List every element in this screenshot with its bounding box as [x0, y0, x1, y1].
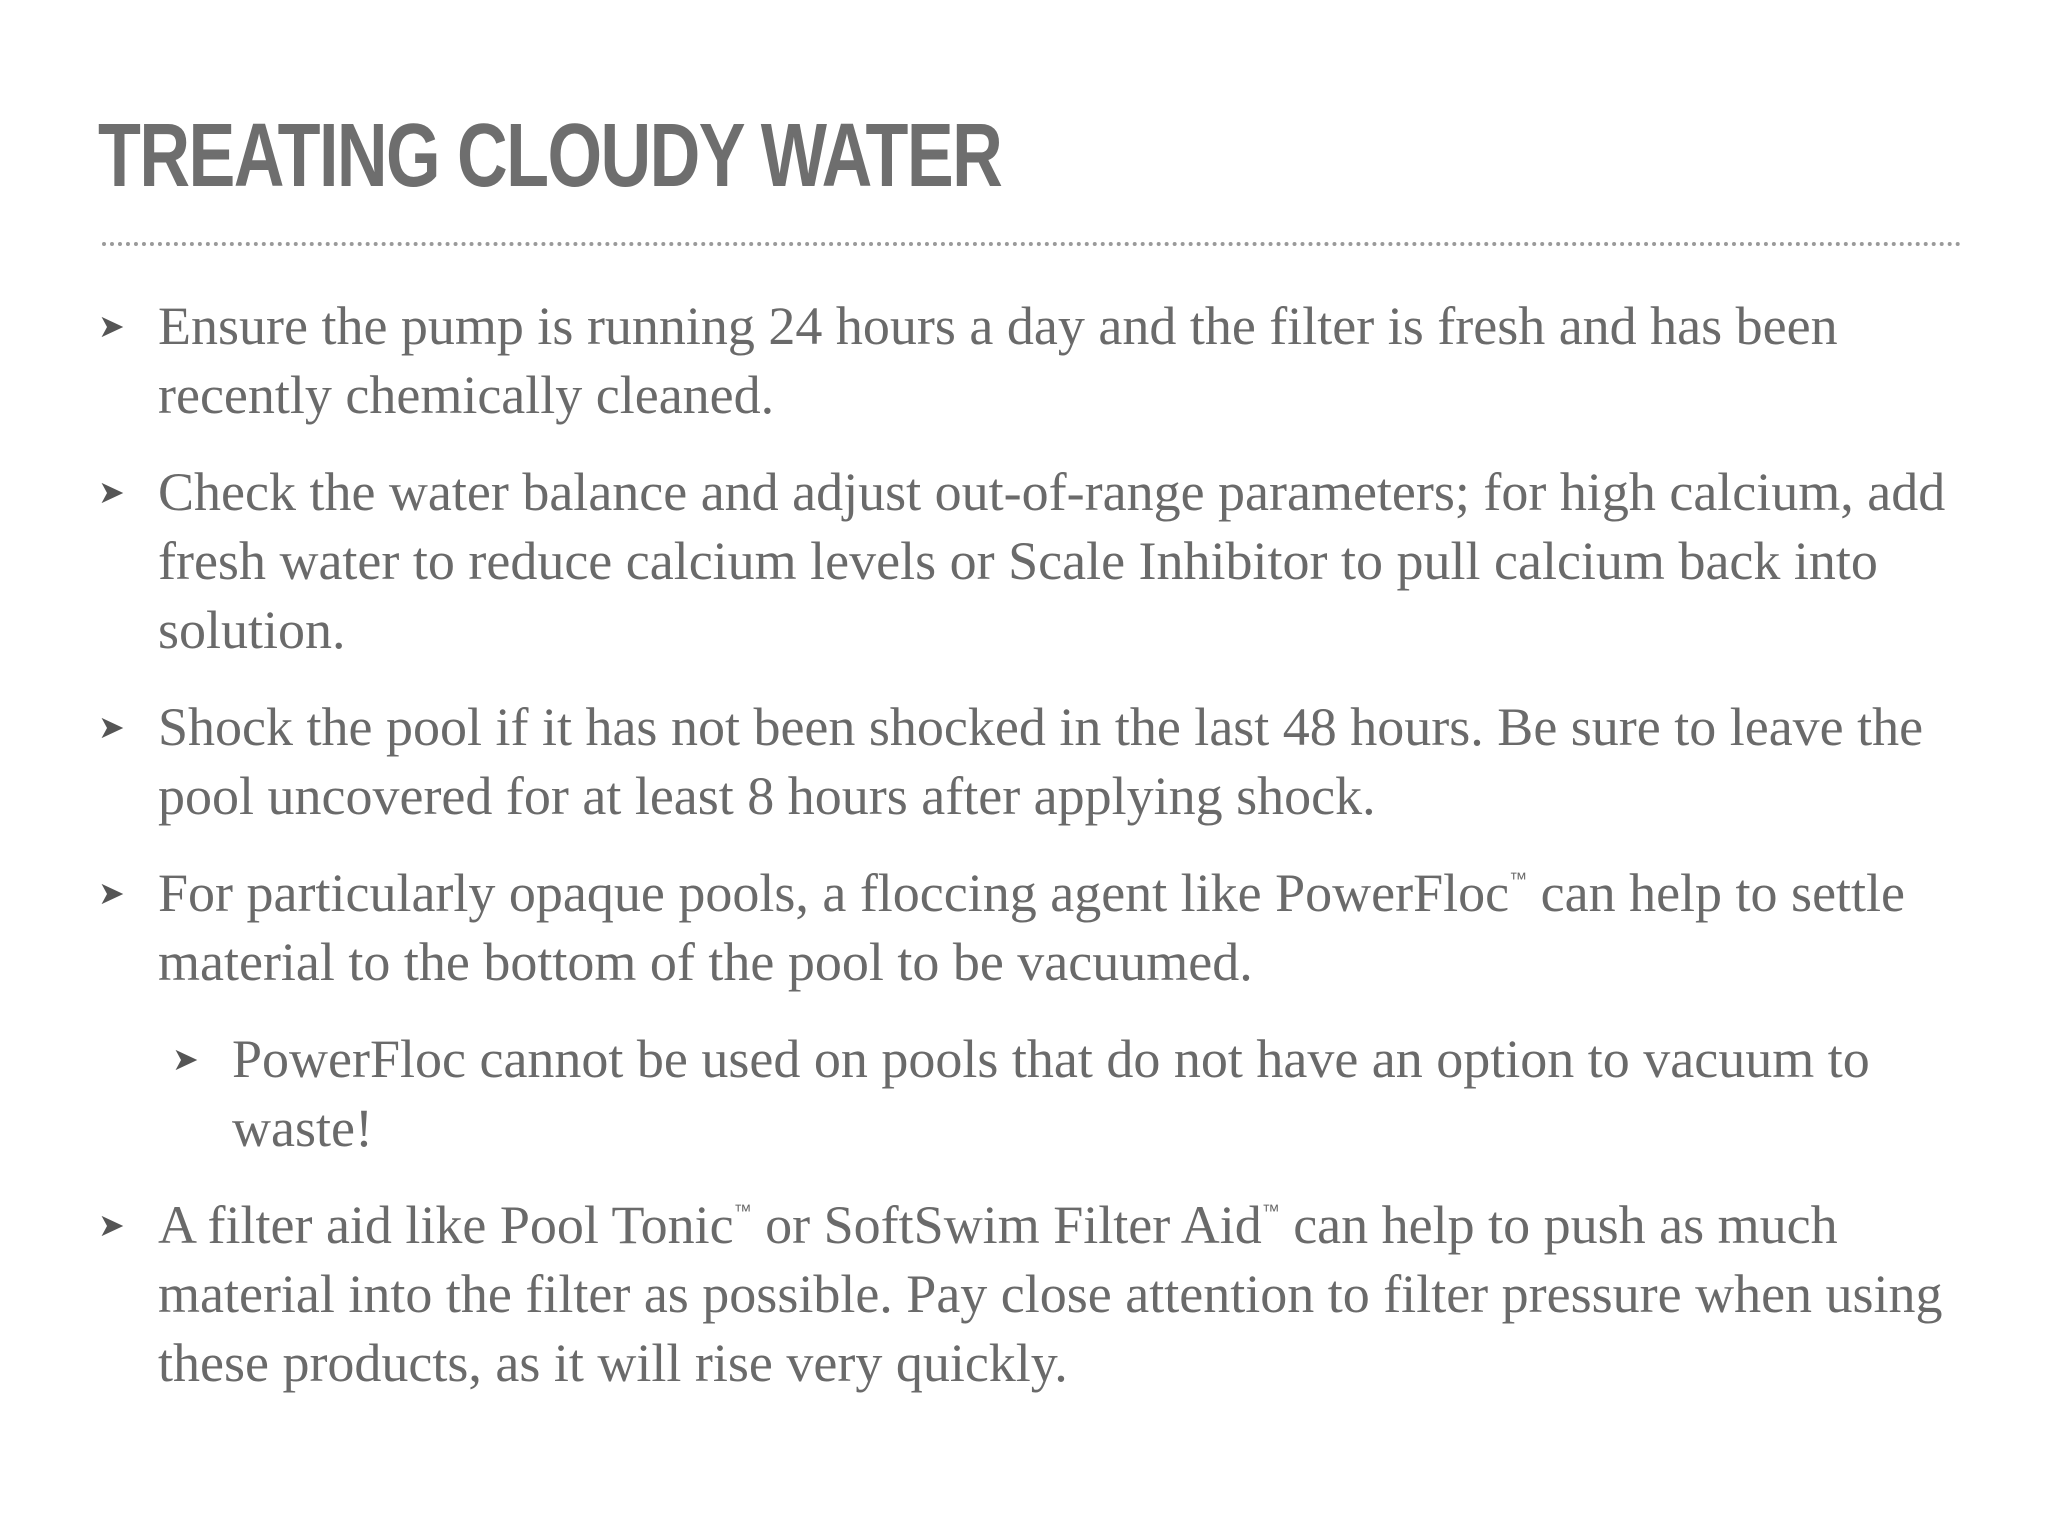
bullet-text: Shock the pool if it has not been shocked in the last 48 hours. Be sure to leave the pool uncovered for at least 8 hours after applying shock.	[158, 697, 1924, 826]
bullet-text	[158, 863, 1905, 992]
bullet-list	[98, 292, 1978, 1426]
bullet-item	[98, 693, 1978, 831]
bullet-text: PowerFloc cannot be used on pools that do not have an option to vacuum to waste!	[232, 1029, 1870, 1158]
trademark-mark: ™	[733, 1201, 752, 1221]
arrow-bullet-icon: ➤	[98, 1206, 125, 1244]
trademark-mark: ™	[1261, 1201, 1280, 1221]
bullet-text-part: A filter aid like Pool Tonic	[158, 1195, 734, 1255]
trademark-mark: ™	[1509, 869, 1528, 889]
bullet-text: Ensure the pump is running 24 hours a day and the filter is fresh and has been recently chemically cleaned.	[158, 296, 1838, 425]
bullet-text-part: can help to push as much material into the filter as possible. Pay close attention to filter pressure when using these products, as it will rise very quickly.	[158, 1195, 1943, 1393]
bullet-text	[158, 1195, 1943, 1393]
arrow-bullet-icon: ➤	[172, 1040, 199, 1078]
arrow-bullet-icon: ➤	[98, 473, 125, 511]
bullet-text-part: can help to settle material to the bottom of the pool to be vacuumed.	[158, 863, 1906, 992]
bullet-text: Check the water balance and adjust out-of-range parameters; for high calcium, add fresh water to reduce calcium levels or Scale Inhibitor to pull calcium back into solution.	[158, 462, 1946, 660]
bullet-item	[98, 859, 1978, 997]
bullet-text-part: or SoftSwim Filter Aid	[751, 1195, 1262, 1255]
arrow-bullet-icon: ➤	[98, 708, 125, 746]
sub-bullet-item	[172, 1025, 1978, 1163]
slide-title: TREATING CLOUDY WATER	[98, 106, 1002, 206]
bullet-text-part: For particularly opaque pools, a floccing agent like PowerFloc	[158, 863, 1510, 923]
arrow-bullet-icon: ➤	[98, 307, 125, 345]
dotted-divider	[102, 242, 1962, 246]
bullet-item	[98, 1191, 1978, 1398]
bullet-item	[98, 458, 1978, 665]
bullet-item	[98, 292, 1978, 430]
arrow-bullet-icon: ➤	[98, 874, 125, 912]
